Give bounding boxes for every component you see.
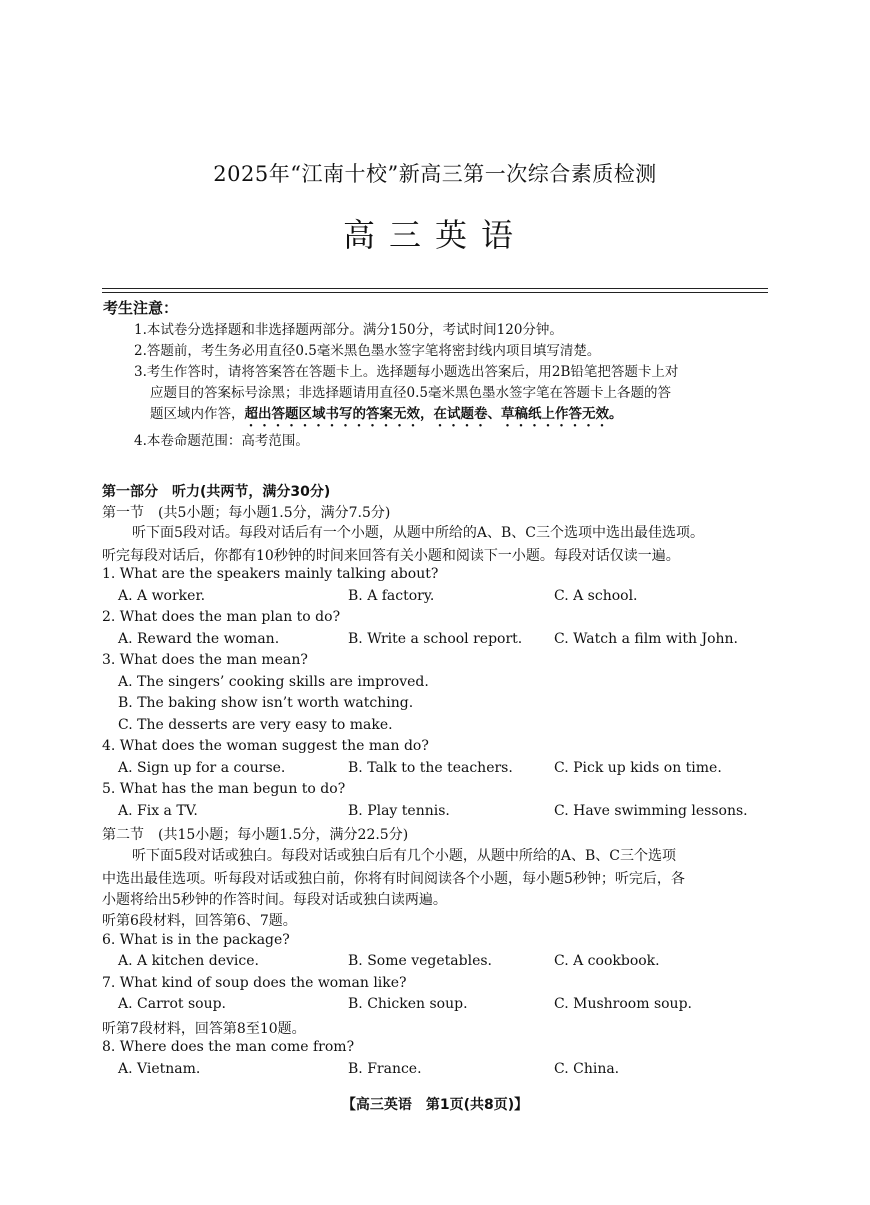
notice-item: 4.本卷命题范围：高考范围。 <box>134 433 309 449</box>
notice-item: 3.考生作答时，请将答案答在答题卡上。选择题每小题选出答案后，用2B铅笔把答题卡上对 <box>134 364 679 380</box>
option-a: A. A kitchen device. <box>118 953 259 969</box>
question-stem: 7. What kind of soup does the woman like? <box>102 975 407 991</box>
option-b: B. Write a school report. <box>348 631 523 647</box>
notice-item-3-end <box>150 404 790 430</box>
option-a: A. The singers’ cooking skills are improved. <box>118 674 429 690</box>
subject-title: 高三英语 <box>342 216 527 254</box>
part-heading: 第一部分 听力(共两节，满分30分) <box>102 484 331 500</box>
question-stem: 5. What has the man begun to do? <box>102 781 346 797</box>
instructions: 中选出最佳选项。听每段对话或独白前，你将有时间阅读各个小题，每小题5秒钟；听完后，各 <box>102 871 685 887</box>
page-footer: 【高三英语 第1页(共8页)】 <box>341 1097 529 1113</box>
option-c: C. Watch a film with John. <box>554 631 738 647</box>
notice-item: 1.本试卷分选择题和非选择题两部分。满分150分，考试时间120分钟。 <box>134 322 563 338</box>
notice-item: 2.答题前，考生务必用直径0.5毫米黑色墨水签字笔将密封线内项目填写清楚。 <box>134 343 601 359</box>
option-c: C. A school. <box>554 588 638 604</box>
question-stem: 4. What does the woman suggest the man do? <box>102 738 429 754</box>
option-c: C. Mushroom soup. <box>554 996 692 1012</box>
instructions: 小题将给出5秒钟的作答时间。每段对话或独白读两遍。 <box>102 892 447 908</box>
divider-line <box>102 288 768 289</box>
option-a: A. Fix a TV. <box>118 803 198 819</box>
instructions: 听下面5段对话。每段对话后有一个小题，从题中所给的A、B、C三个选项中选出最佳选项。 <box>132 525 705 541</box>
option-a: A. Sign up for a course. <box>118 760 286 776</box>
question-stem: 1. What are the speakers mainly talking about? <box>102 566 439 582</box>
option-a: A. Carrot soup. <box>118 996 227 1012</box>
option-c: C. A cookbook. <box>554 953 660 969</box>
option-a: A. A worker. <box>118 588 206 604</box>
instructions: 听下面5段对话或独白。每段对话或独白后有几个小题，从题中所给的A、B、C三个选项 <box>132 848 677 864</box>
notice-item: 应题目的答案标号涂黑；非选择题请用直径0.5毫米黑色墨水签字笔在答题卡上各题的答 <box>150 385 671 401</box>
divider-line <box>102 292 768 293</box>
option-b: B. Chicken soup. <box>348 996 468 1012</box>
material-note: 听第6段材料，回答第6、7题。 <box>102 913 297 929</box>
option-c: C. The desserts are very easy to make. <box>118 717 393 733</box>
option-a: A. Reward the woman. <box>118 631 280 647</box>
option-b: B. The baking show isn’t worth watching. <box>118 695 414 711</box>
question-stem: 3. What does the man mean? <box>102 652 308 668</box>
exam-title: 2025年“江南十校”新高三第一次综合素质检测 <box>213 162 657 186</box>
option-b: B. Some vegetables. <box>348 953 492 969</box>
option-b: B. A factory. <box>348 588 435 604</box>
section-heading: 第一节 (共5小题；每小题1.5分，满分7.5分) <box>102 505 391 521</box>
question-stem: 8. Where does the man come from? <box>102 1039 355 1055</box>
option-b: B. Talk to the teachers. <box>348 760 513 776</box>
notice-text: 题区域内作答， <box>150 406 245 422</box>
option-c: C. Have swimming lessons. <box>554 803 748 819</box>
option-b: B. Play tennis. <box>348 803 450 819</box>
option-c: C. China. <box>554 1061 620 1077</box>
notice-heading: 考生注意： <box>103 299 179 317</box>
material-note: 听第7段材料，回答第8至10题。 <box>102 1021 306 1037</box>
question-stem: 6. What is in the package? <box>102 932 290 948</box>
option-b: B. France. <box>348 1061 422 1077</box>
section-heading: 第二节 (共15小题；每小题1.5分，满分22.5分) <box>102 827 409 843</box>
instructions: 听完每段对话后，你都有10秒钟的时间来回答有关小题和阅读下一小题。每段对话仅读一遍。 <box>102 548 680 564</box>
option-c: C. Pick up kids on time. <box>554 760 722 776</box>
option-a: A. Vietnam. <box>118 1061 201 1077</box>
notice-emphasis: 超出答题区域书写的答案无效，在试题卷、草稿纸上作答无效。 <box>244 406 623 422</box>
question-stem: 2. What does the man plan to do? <box>102 609 341 625</box>
